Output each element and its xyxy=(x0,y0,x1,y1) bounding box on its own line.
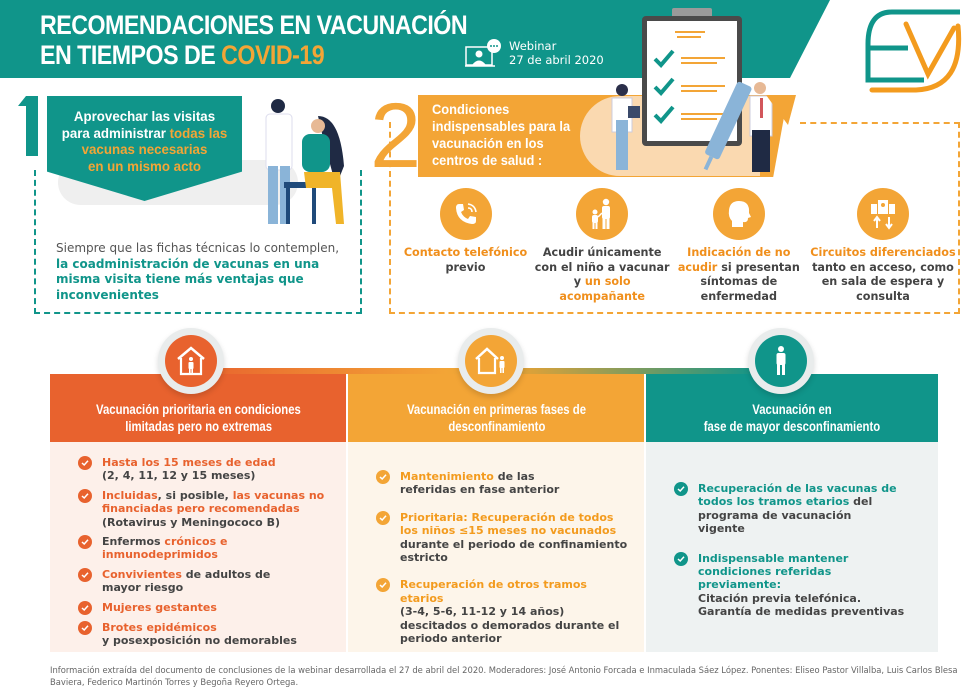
footer-credits: Información extraída del documento de conclusiones de la webinar desarrollada el 27 de abril del 2020. Moderadores: José Antonio Forcada e Inmaculada Sáez López. Ponentes: Eliseo Pastor Villalba, Luis Carlos Blesa Baviera, Federico Martinón Torres y Begoña Reyero Ortega. xyxy=(50,665,958,687)
person-icon xyxy=(771,345,791,377)
adult-child-icon xyxy=(587,198,617,230)
list-item: Indispensable mantener condiciones referidas previamente: Citación previa telefónica. Garantía de medidas preventivas xyxy=(674,552,928,619)
check-icon xyxy=(78,535,92,549)
list-item: Mantenimiento de las referidas en fase anterior xyxy=(376,470,634,497)
phase-1-header: Vacunación prioritaria en condiciones limitadas pero no extremas xyxy=(50,374,346,442)
page-title xyxy=(40,10,467,70)
section2-dashed-frame-top xyxy=(800,122,960,124)
phone-icon xyxy=(452,200,480,228)
webinar-date: 27 de abril 2020 xyxy=(509,53,604,67)
phase-1-badge xyxy=(158,328,224,394)
head-icon xyxy=(726,199,752,229)
list-item: Recuperación de las vacunas de todos los tramos etarios del programa de vacunación vigente xyxy=(674,482,928,536)
check-icon xyxy=(376,511,390,525)
check-icon xyxy=(376,578,390,592)
phase-3-badge xyxy=(748,328,814,394)
section1-caption: Siempre que las fichas técnicas lo contemplen, la coadministración de vacunas en una misma visita tiene más ventajas que inconvenientes xyxy=(56,241,340,302)
title-line-2: EN TIEMPOS DE COVID-19 xyxy=(40,40,325,70)
section1-number xyxy=(26,96,38,156)
condition-item: Acudir únicamente con el niño a vacunar y un solo acompañante xyxy=(535,188,670,304)
check-icon xyxy=(376,470,390,484)
check-icon xyxy=(78,601,92,615)
condition-item: Indicación de no acudir si presentan síntomas de enfermedad xyxy=(671,188,806,304)
condition-item: Circuitos diferenciados tanto en acceso, como en sala de espera y consulta xyxy=(808,188,958,304)
orange-triangle-decor xyxy=(766,95,796,125)
list-item: Recuperación de otros tramos etarios (3-4, 5-6, 11-12 y 14 años) descitados o demorados durante el periodo anterior xyxy=(376,578,634,645)
list-item: Incluidas, si posible, las vacunas no financiadas pero recomendadas (Rotavirus y Meningococo B) xyxy=(78,489,336,529)
check-icon xyxy=(78,621,92,635)
list-item: Hasta los 15 meses de edad (2, 4, 11, 12 y 15 meses) xyxy=(78,456,336,483)
check-icon xyxy=(78,568,92,582)
list-item: Mujeres gestantes xyxy=(78,601,336,615)
building-arrows-icon xyxy=(868,198,898,230)
section2-number: 2 xyxy=(370,85,422,187)
phase-3-list xyxy=(646,442,938,652)
list-item: Brotes epidémicos y posexposición no demorables xyxy=(78,621,336,648)
check-icon xyxy=(78,456,92,470)
phase-2-badge xyxy=(458,328,524,394)
webinar-info xyxy=(465,38,604,68)
list-item: Enfermos crónicos e inmunodeprimidos xyxy=(78,535,336,562)
list-item: Prioritaria: Recuperación de todos los niños ≤15 meses no vacunados durante el periodo de confinamiento estricto xyxy=(376,511,634,565)
phase-2-list xyxy=(348,442,644,652)
phase-2-header: Vacunación en primeras fases de desconfinamiento xyxy=(348,374,644,442)
phase-1-list xyxy=(50,442,346,652)
house-person-icon xyxy=(175,345,207,377)
house-person-outside-icon xyxy=(474,345,508,377)
check-icon xyxy=(674,552,688,566)
check-icon xyxy=(674,482,688,496)
nurse-vaccinating-patient-illustration xyxy=(240,96,355,231)
title-line-1: RECOMENDACIONES EN VACUNACIÓN xyxy=(40,10,468,40)
ev-logo xyxy=(862,4,972,100)
check-icon xyxy=(78,489,92,503)
conditions-list xyxy=(398,188,958,304)
section1-banner-text: Aprovechar las visitas para administrar todas las vacunas necesarias en un mismo acto xyxy=(61,108,228,174)
video-call-icon xyxy=(465,38,503,68)
webinar-label: Webinar xyxy=(509,39,557,53)
section2-banner-text: Condiciones indispensables para la vacunación en los centros de salud : xyxy=(432,101,571,168)
condition-item: Contacto telefónico previo xyxy=(398,188,533,304)
list-item: Convivientes de adultos de mayor riesgo xyxy=(78,568,336,595)
phase-3-header: Vacunación en fase de mayor desconfinamiento xyxy=(646,374,938,442)
title-highlight: COVID-19 xyxy=(221,40,325,70)
